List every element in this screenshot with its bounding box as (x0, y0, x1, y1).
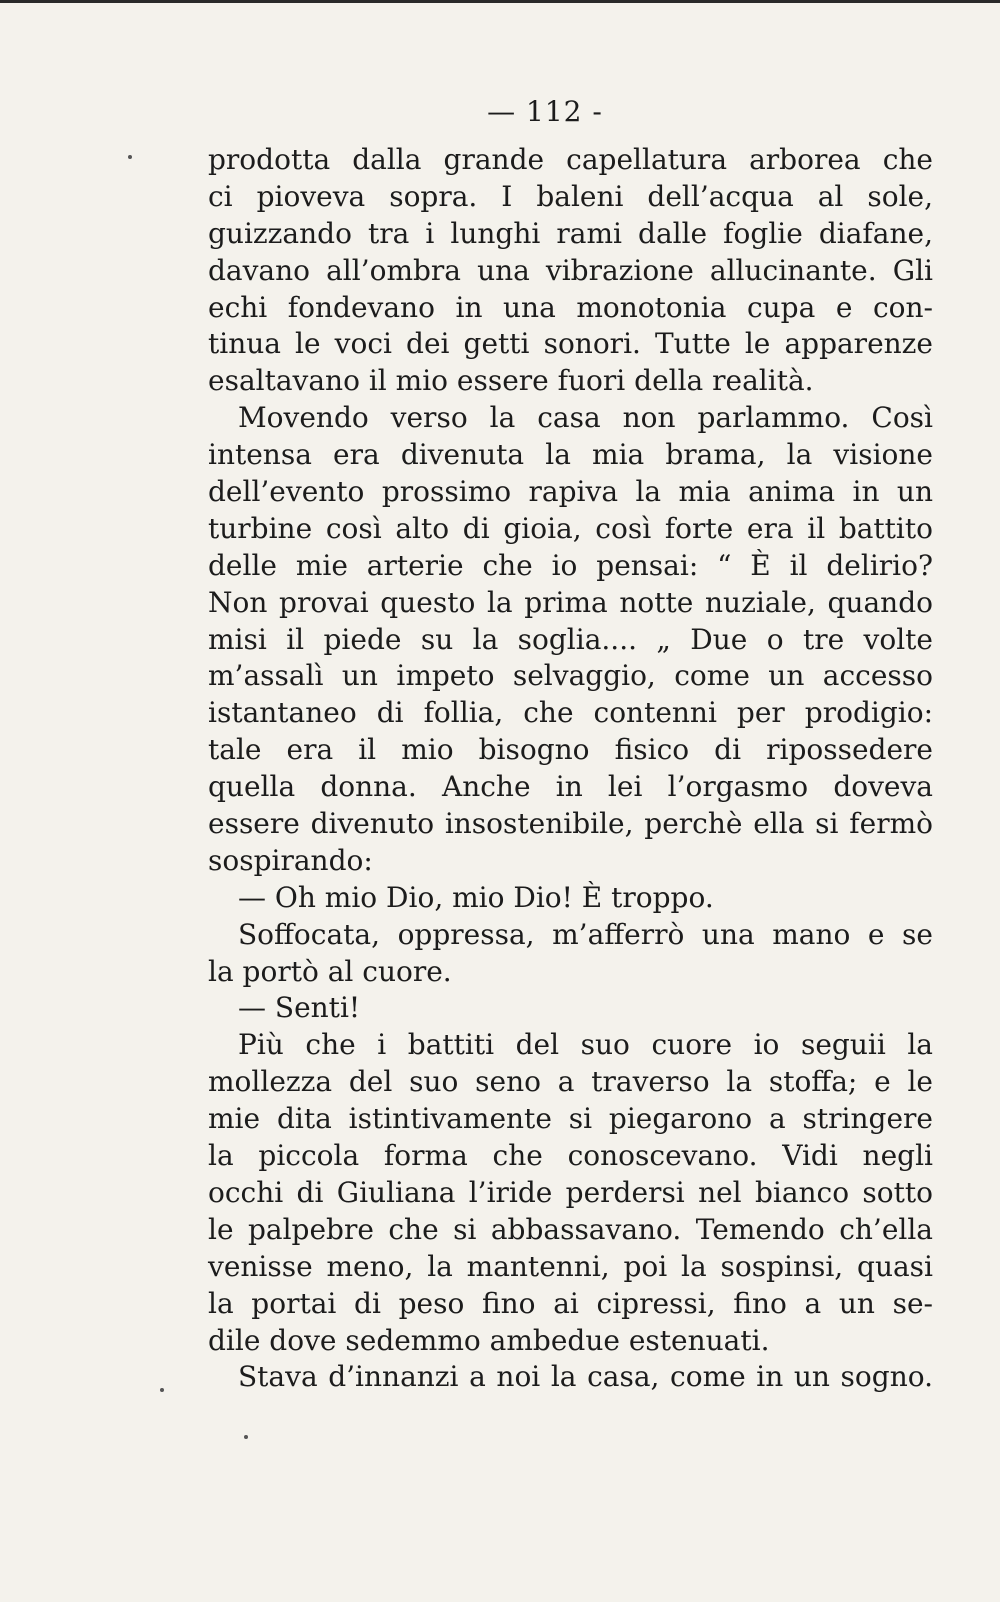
text-line: Stava d’innanzi a noi la casa, come in un sogno. (238, 1360, 933, 1394)
text-line: Soffocata, oppressa, m’afferrò una mano e se (238, 917, 933, 951)
text-line: — Oh mio Dio, mio Dio! È troppo. (238, 880, 714, 914)
body-text (208, 142, 933, 1396)
text-line: le palpebre che si abbassavano. Temendo ch’ella (208, 1212, 933, 1246)
text-line: esaltavano il mio essere fuori della realità. (208, 364, 814, 398)
text-line: delle mie arterie che io pensai: “ È il delirio? (208, 548, 933, 582)
text-line: m’assalì un impeto selvaggio, come un accesso (208, 659, 933, 693)
text-line: mie dita istintivamente si piegarono a stringere (208, 1102, 933, 1136)
text-line: — Senti! (238, 991, 361, 1025)
text-line: Più che i battiti del suo cuore io seguii la (238, 1028, 933, 1062)
text-line: la portò al cuore. (208, 954, 452, 988)
text-line: sospirando: (208, 843, 373, 877)
paper-speck (160, 1388, 164, 1392)
paper-speck (128, 155, 132, 159)
text-line: la portai di peso fino ai cipressi, fino a un se- (208, 1286, 933, 1320)
text-line: intensa era divenuta la mia brama, la visione (208, 438, 933, 472)
text-line: guizzando tra i lunghi rami dalle foglie diafane, (208, 216, 933, 250)
text-line: tale era il mio bisogno fisico di ripossedere (208, 733, 933, 767)
text-line: essere divenuto insostenibile, perchè ella si fermò (208, 807, 933, 841)
text-line: dell’evento prossimo rapiva la mia anima in un (208, 475, 933, 509)
text-line: quella donna. Anche in lei l’orgasmo doveva (208, 770, 933, 804)
text-line: ci pioveva sopra. I baleni dell’acqua al sole, (208, 179, 933, 213)
text-line: tinua le voci dei getti sonori. Tutte le apparenze (208, 327, 933, 361)
text-line: davano all’ombra una vibrazione allucinante. Gli (208, 253, 933, 287)
text-line: la piccola forma che conoscevano. Vidi negli (208, 1139, 933, 1173)
text-line: turbine così alto di gioia, così forte era il battito (208, 511, 933, 545)
text-line: mollezza del suo seno a traverso la stoffa; e le (208, 1065, 933, 1099)
text-line: misi il piede su la soglia.... „ Due o tre volte (208, 622, 933, 656)
page-number: — 112 - (487, 95, 603, 128)
text-line: occhi di Giuliana l’iride perdersi nel bianco sotto (208, 1175, 933, 1209)
text-line: dile dove sedemmo ambedue estenuati. (208, 1323, 770, 1357)
page-top-edge (0, 0, 1000, 3)
paper-speck (244, 1435, 248, 1439)
text-line: prodotta dalla grande capellatura arborea che (208, 143, 933, 176)
text-line: Movendo verso la casa non parlammo. Così (238, 401, 933, 435)
text-line: Non provai questo la prima notte nuziale, quando (208, 585, 933, 619)
text-line: echi fondevano in una monotonia cupa e con- (208, 290, 933, 324)
text-line: istantaneo di follia, che contenni per prodigio: (208, 696, 933, 730)
text-line: venisse meno, la mantenni, poi la sospinsi, quasi (208, 1249, 933, 1283)
